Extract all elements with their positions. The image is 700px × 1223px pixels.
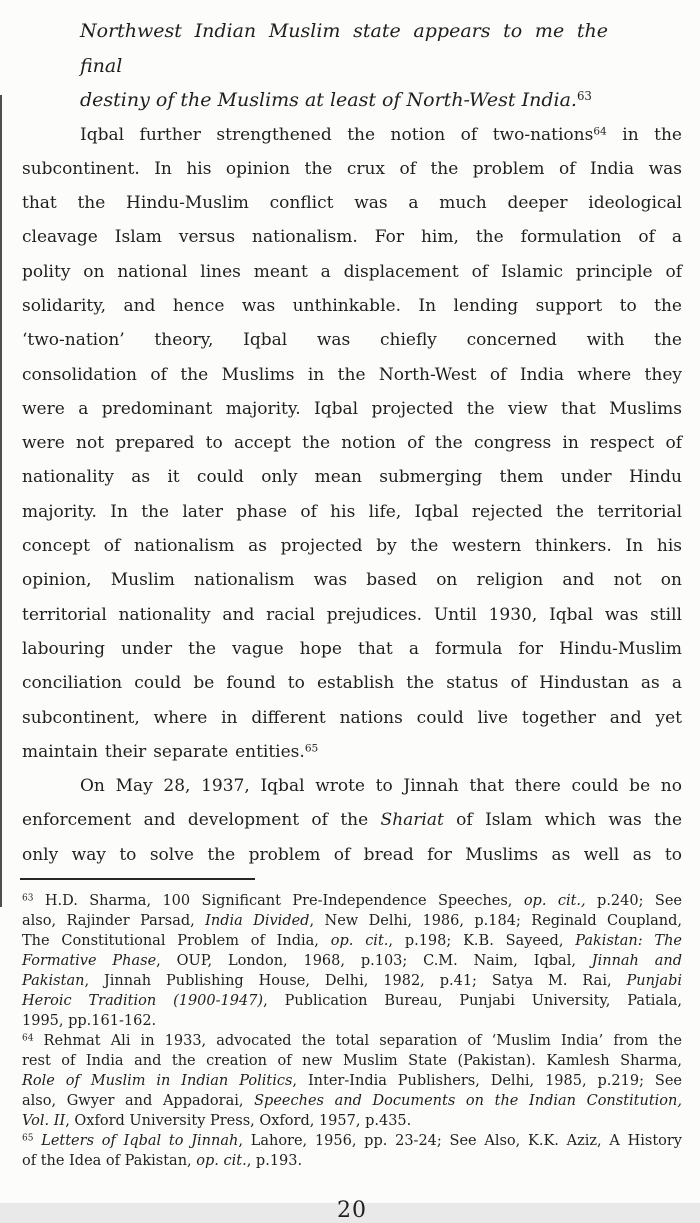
footnotes [22,891,682,1171]
paragraph-iqbal-letter-to-jinnah: On May 28, 1937, Iqbal wrote to Jinnah that there could be no enforcement and development of the Shariat of Islam which was the only way to solve the problem of bread for Muslims as well as to [22,776,683,865]
page-content [22,0,682,1223]
footnote-separator [20,878,255,880]
block-quote: Northwest Indian Muslim state appears to me the final destiny of the Muslims at least of North-West India.$^{63}$ [80,20,608,111]
footnote-63: $^{63}$ H.D. Sharma, 100 Significant Pre-Independence Speeches, op. cit., p.240; See also, Rajinder Parsad, India Divided, New Delhi, 1986, p.184; Reginald Coupland, The Constitutional Problem of India, op. cit., p.198; K.B. Sayeed, Pakistan: The Formative Phase, OUP, London, 1968, p.103; C.M. Naim, Iqbal, Jinnah and Pakistan, Jinnah Publishing House, Delhi, 1982, p.41; Satya M. Rai, Punjabi Heroic Tradition (1900-1947), Publication Bureau, Punjabi University, Patiala, 1995, pp.161-162. [22,893,682,1030]
scan-edge-artifact [0,95,2,907]
paragraph-iqbal-two-nations: Iqbal further strengthened the notion of two-nations$^{64}$ in the subcontinent. In his opinion the crux of the problem of India was that the Hindu-Muslim conflict was a much deeper ideological cleavage Islam versus nationalism. For him, the formulation of a polity on national lines meant a displacement of Islamic principle of solidarity, and hence was unthinkable. In lending support to the ‘two-nation’ theory, Iqbal was chiefly concerned with the consolidation of the Muslims in the North-West of India where they were a predominant majority. Iqbal projected the view that Muslims were not prepared to accept the notion of the congress in respect of nationality as it could only mean submerging them under Hindu majority. In the later phase of his life, Iqbal rejected the territorial concept of nationalism as projected by the western thinkers. In his opinion, Muslim nationalism was based on religion and not on territorial nationality and racial prejudices. Until 1930, Iqbal was still labouring under the vague hope that a formula for Hindu-Muslim conciliation could be found to establish the status of Hindustan as a subcontinent, where in different nations could live together and yet maintain their separate entities.$^{65}$ [22,124,682,762]
page-number: 20 [337,1198,367,1223]
footnote-64: $^{64}$ Rehmat Ali in 1933, advocated the total separation of ‘Muslim India’ from the rest of India and the creation of new Muslim State (Pakistan). Kamlesh Sharma, Role of Muslim in Indian Politics, Inter-India Publishers, Delhi, 1985, p.219; See also, Gwyer and Appadorai, Speeches and Documents on the Indian Constitution, Vol. II, Oxford University Press, Oxford, 1957, p.435. [22,1033,682,1130]
footnote-65: $^{65}$ Letters of Iqbal to Jinnah, Lahore, 1956, pp. 23-24; See Also, K.K. Aziz, A History of the Idea of Pakistan, op. cit., p.193. [22,1133,683,1170]
